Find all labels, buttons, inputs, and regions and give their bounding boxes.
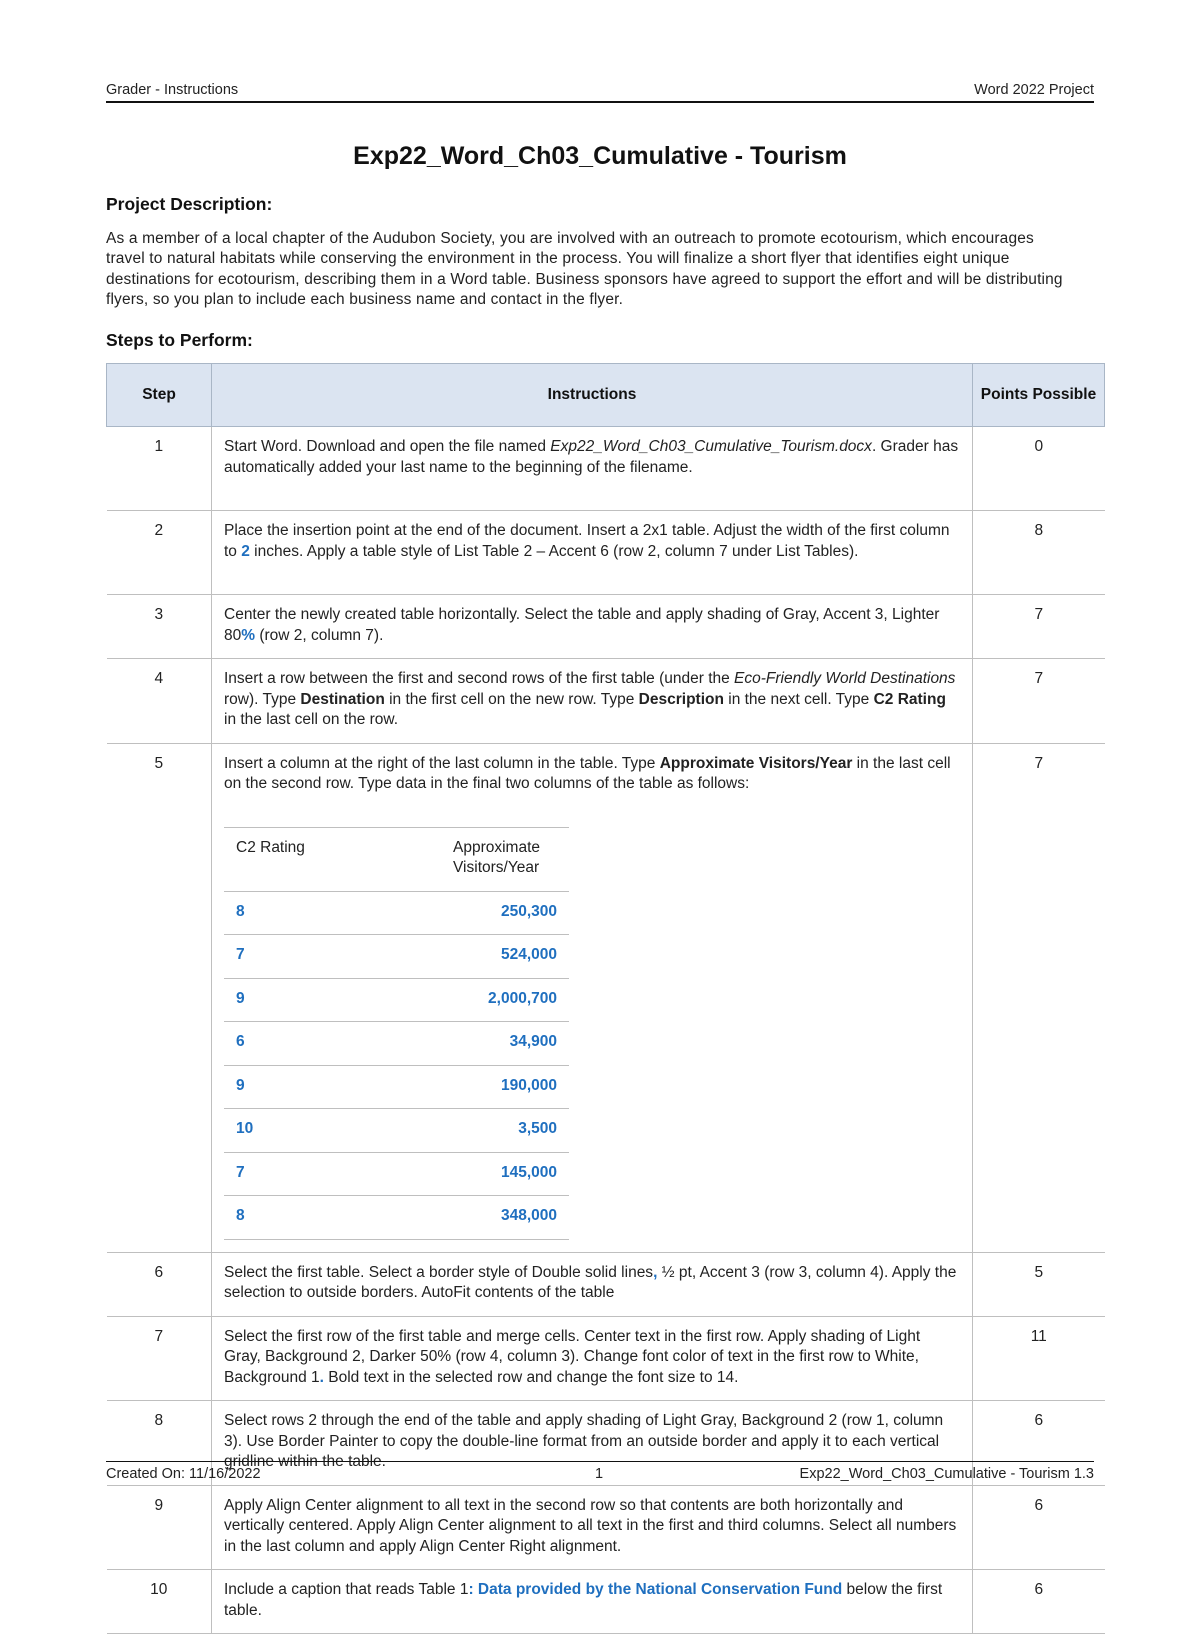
rating-value: 8 xyxy=(224,891,453,935)
italic-text: Eco-Friendly World Destinations xyxy=(734,670,956,687)
step-number: 8 xyxy=(107,1401,212,1486)
step-number: 2 xyxy=(107,511,212,595)
instr-text: in the next cell. Type xyxy=(723,690,874,708)
instr-text: Bold text in the selected row and change the font size to 14. xyxy=(323,1368,739,1386)
visitors-value: 2,000,700 xyxy=(453,978,569,1022)
step-points: 0 xyxy=(973,427,1105,511)
footer-page-number: 1 xyxy=(595,1466,604,1482)
step-points: 7 xyxy=(973,595,1105,659)
instr-text: in the first cell on the new row. Type xyxy=(384,690,639,708)
visitors-value: 145,000 xyxy=(453,1152,569,1196)
rating-value: 9 xyxy=(224,978,453,1022)
data-row xyxy=(224,935,569,979)
step-instructions xyxy=(212,1316,973,1401)
project-description-text: As a member of a local chapter of the Audubon Society, you are involved with an outreach to promote ecotourism, which encourages travel to natural habitats while conserving the environment in the process. You will finalize a short flyer that identifies eight unique destinations for ecotourism, describing them in a Word table. Business sponsors have agreed to support the effort and will be distributing flyers, so you plan to include each business name and contact in the flyer. xyxy=(106,230,1063,309)
instr-text: Place the insertion point at the end of the document. Insert a 2x1 table. Adjust the width of the first column to xyxy=(224,522,950,560)
steps-table xyxy=(106,363,1105,1634)
visitors-value: 348,000 xyxy=(453,1196,569,1240)
instr-text: inches. Apply a table style of List Table 2 – Accent 6 (row 2, column 7 under List Tables). xyxy=(249,542,859,560)
step-number: 10 xyxy=(107,1570,212,1634)
step-points: 8 xyxy=(973,511,1105,595)
filename-text: Exp22_Word_Ch03_Cumulative_Tourism.docx xyxy=(550,438,872,455)
table-row xyxy=(107,1316,1105,1401)
table-row xyxy=(107,427,1105,511)
table-row xyxy=(107,1252,1105,1316)
step-instructions xyxy=(212,743,973,1252)
document-title: Exp22_Word_Ch03_Cumulative - Tourism xyxy=(353,142,847,170)
instr-text: in the last cell on the row. xyxy=(224,711,399,728)
step-number: 9 xyxy=(107,1485,212,1570)
data-row xyxy=(224,1022,569,1066)
instr-text: (row 2, column 7). xyxy=(255,626,384,644)
rating-value: 9 xyxy=(224,1065,453,1109)
step-points: 6 xyxy=(973,1570,1105,1634)
rating-value: 10 xyxy=(224,1109,453,1153)
data-row xyxy=(224,1065,569,1109)
step-number: 5 xyxy=(107,743,212,1252)
highlight-text: , xyxy=(653,1263,658,1281)
step-points: 7 xyxy=(973,659,1105,744)
rating-visitors-table xyxy=(224,827,569,1240)
caption-text: : Data provided by the National Conservation Fund xyxy=(468,1581,843,1598)
bold-text: Description xyxy=(638,690,724,708)
step-instructions xyxy=(212,1570,973,1634)
project-description-heading: Project Description: xyxy=(106,194,273,214)
step-number: 4 xyxy=(107,659,212,744)
rating-value: 7 xyxy=(224,1152,453,1196)
page-footer xyxy=(106,1461,1094,1482)
instr-text: ½ pt, Accent 3 (row 3, column 4). Apply the selection to outside borders. AutoFit contents of the table xyxy=(224,1263,957,1301)
data-row xyxy=(224,1109,569,1153)
step-instructions xyxy=(212,427,973,511)
header-instructions: Instructions xyxy=(212,364,973,427)
highlight-text: 2 xyxy=(241,542,250,560)
instr-text: below the first table. xyxy=(224,1581,943,1619)
instr-text: Insert a column at the right of the last column in the table. Type xyxy=(224,754,660,772)
step-instructions xyxy=(212,595,973,659)
table-row xyxy=(107,659,1105,744)
visitors-value: 524,000 xyxy=(453,935,569,979)
instr-text: Insert a row between the first and second rows of the first table (under the xyxy=(224,670,735,687)
step-number: 7 xyxy=(107,1316,212,1401)
rating-value: 7 xyxy=(224,935,453,979)
step-instructions: Apply Align Center alignment to all text in the second row so that contents are both horizontally and vertically centered. Apply Align Center alignment to all text in the first and third columns. Select all numbers in the last column and apply Align Center Right alignment. xyxy=(212,1485,973,1570)
header-right: Word 2022 Project xyxy=(974,82,1094,98)
table-row xyxy=(107,1570,1105,1634)
highlight-text: % xyxy=(241,626,256,644)
step-instructions: Select rows 2 through the end of the table and apply shading of Light Gray, Background 2 (row 1, column 3). Use Border Painter to copy the double-line format from an outside border and apply it to each vertical gridline within the table. xyxy=(212,1401,973,1486)
instr-text: in the last cell on the second row. Type data in the final two columns of the table as follows: xyxy=(224,754,951,792)
highlight-text: . xyxy=(319,1368,324,1386)
data-row xyxy=(224,891,569,935)
data-header-visitors: Approximate Visitors/Year xyxy=(453,827,569,891)
visitors-value: 250,300 xyxy=(453,891,569,935)
bold-text: C2 Rating xyxy=(873,690,946,708)
table-header-row xyxy=(107,364,1105,427)
bold-text: Approximate Visitors/Year xyxy=(659,754,853,772)
step-number: 3 xyxy=(107,595,212,659)
instr-text: row). Type xyxy=(224,690,301,708)
table-row xyxy=(107,1485,1105,1570)
instr-text: Center the newly created table horizontally. Select the table and apply shading of Gray, Accent 3, Lighter 80 xyxy=(224,606,940,644)
step-number: 6 xyxy=(107,1252,212,1316)
steps-heading: Steps to Perform: xyxy=(106,330,253,350)
data-header-row xyxy=(224,827,569,891)
table-row xyxy=(107,511,1105,595)
rating-value: 8 xyxy=(224,1196,453,1240)
header-step: Step xyxy=(107,364,212,427)
footer-created-on: Created On: 11/16/2022 xyxy=(106,1466,261,1482)
rating-value: 6 xyxy=(224,1022,453,1066)
data-row xyxy=(224,978,569,1022)
table-row xyxy=(107,595,1105,659)
step-points: 7 xyxy=(973,743,1105,1252)
step-instructions xyxy=(212,1252,973,1316)
instr-text: . Grader has automatically added your last name to the beginning of the filename. xyxy=(224,438,959,476)
step-instructions xyxy=(212,511,973,595)
instr-text: Select the first table. Select a border style of Double solid lines xyxy=(224,1263,654,1281)
data-row xyxy=(224,1196,569,1240)
instr-text: Include a caption that reads Table 1 xyxy=(224,1581,469,1598)
data-header-rating: C2 Rating xyxy=(224,827,453,891)
step-points: 6 xyxy=(973,1401,1105,1486)
table-row xyxy=(107,743,1105,1252)
step-instructions xyxy=(212,659,973,744)
footer-doc-name: Exp22_Word_Ch03_Cumulative - Tourism 1.3 xyxy=(799,1466,1094,1482)
instr-text: Start Word. Download and open the file named xyxy=(224,438,551,455)
step-points: 6 xyxy=(973,1485,1105,1570)
bold-text: Destination xyxy=(300,690,385,708)
step-points: 5 xyxy=(973,1252,1105,1316)
header-left: Grader - Instructions xyxy=(106,82,239,98)
page-header xyxy=(106,82,1094,103)
data-row xyxy=(224,1152,569,1196)
visitors-value: 3,500 xyxy=(453,1109,569,1153)
step-points: 11 xyxy=(973,1316,1105,1401)
step-number: 1 xyxy=(107,427,212,511)
header-points: Points Possible xyxy=(973,364,1105,427)
instr-text: Select the first row of the first table and merge cells. Center text in the first row. Apply shading of Light Gray, Background 2, Darker 50% (row 4, column 3). Change font color of text in the first row to White, Background 1 xyxy=(224,1327,921,1386)
visitors-value: 190,000 xyxy=(453,1065,569,1109)
visitors-value: 34,900 xyxy=(453,1022,569,1066)
